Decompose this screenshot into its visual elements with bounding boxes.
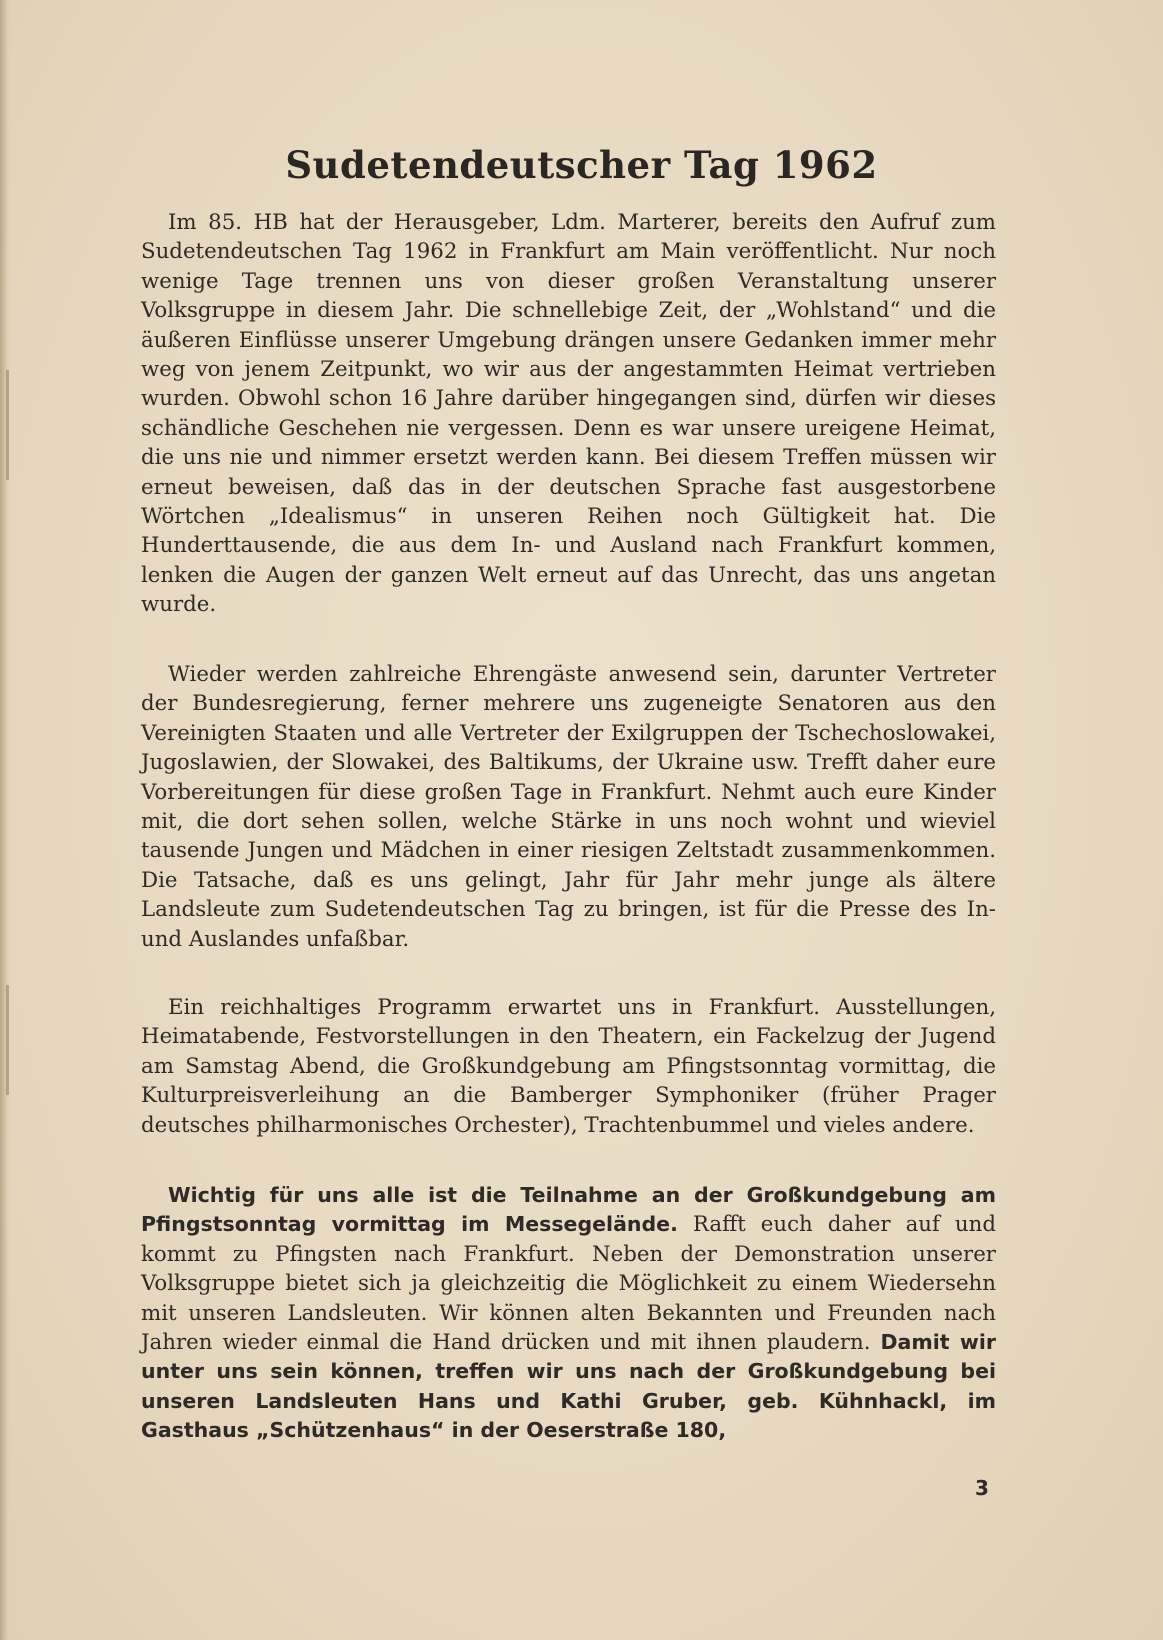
paragraph-2 <box>141 660 996 954</box>
paragraph-3 <box>141 993 996 1140</box>
paragraph-4 <box>141 1181 996 1446</box>
page-title: Sudetendeutscher Tag 1962 <box>285 143 878 187</box>
page-edge-shadow <box>0 0 10 1640</box>
paragraph-text: Ein reichhaltiges Programm erwartet uns in Frankfurt. Ausstellungen, Heimatabende, Festvorstellungen in den Theatern, ein Fackelzug der Jugend am Samstag Abend, die Großkundgebung am Pfingstsonntag vormittag, die Kulturpreisverleihung an die Bamberger Symphoniker (früher Prager deutsches philharmonisches Orchester), Trachtenbummel und vieles andere. <box>141 995 996 1138</box>
page-number: 3 <box>975 1476 989 1500</box>
paragraph-text: Im 85. HB hat der Herausgeber, Ldm. Marterer, bereits den Aufruf zum Sudetendeutschen Tag 1962 in Frankfurt am Main veröffentlicht. Nur noch wenige Tage trennen uns von dieser großen Veranstaltung unserer Volksgruppe in diesem Jahr. Die schnellebige Zeit, der „Wohlstand“ und die äußeren Einflüsse unserer Umgebung drängen unsere Gedanken immer mehr weg von jenem Zeitpunkt, wo wir aus der angestammten Heimat vertrieben wurden. Obwohl schon 16 Jahre darüber hingegangen sind, dürfen wir dieses schändliche Geschehen nie vergessen. Denn es war unsere ureigene Heimat, die uns nie und nimmer ersetzt werden kann. Bei diesem Treffen müssen wir erneut beweisen, daß das in der deutschen Sprache fast ausgestorbene Wörtchen „Idealismus“ in unseren Reihen noch Gültigkeit hat. Die Hunderttausende, die aus dem In- und Ausland nach Frankfurt kommen, lenken die Augen der ganzen Welt erneut auf das Unrecht, das uns angetan wurde. <box>141 210 996 618</box>
paragraph-text: Wieder werden zahlreiche Ehrengäste anwesend sein, darunter Vertreter der Bundesregierung, ferner mehrere uns zugeneigte Senatoren aus den Vereinigten Staaten und alle Vertreter der Exilgruppen der Tschechoslowakei, Jugoslawien, der Slowakei, des Baltikums, der Ukraine usw. Trefft daher eure Vorbereitungen für diese großen Tage in Frankfurt. Nehmt auch eure Kinder mit, die dort sehen sollen, welche Stärke in uns noch wohnt und wieviel tausende Jungen und Mädchen in einer riesigen Zeltstadt zusammenkommen. Die Tatsache, daß es uns gelingt, Jahr für Jahr mehr junge als ältere Landsleute zum Sudetendeutschen Tag zu bringen, ist für die Presse des In- und Auslandes unfaßbar. <box>141 662 996 952</box>
bold-text: Wichtig für uns alle ist die Teilnahme an der Großkundgebung am Pfingstsonntag vormittag im Messegelände. <box>141 1183 996 1237</box>
paragraph-1 <box>141 208 996 620</box>
binding-mark <box>6 985 9 1095</box>
bold-text: Damit wir unter uns sein können, treffen wir uns nach der Großkundgebung bei unseren Landsleuten Hans und Kathi Gruber, geb. Kühnhackl, im Gasthaus „Schützenhaus“ in der Oeserstraße 180, <box>141 1330 996 1443</box>
binding-mark <box>6 370 9 480</box>
paragraph-text: Rafft euch daher auf und kommt zu Pfingsten nach Frankfurt. Neben der Demonstration unserer Volksgruppe bietet sich ja gleichzeitig die Möglichkeit zu einem Wiedersehn mit unseren Landsleuten. Wir können alten Bekannten und Freunden nach Jahren wieder einmal die Hand drücken und mit ihnen plaudern. <box>141 1212 996 1356</box>
